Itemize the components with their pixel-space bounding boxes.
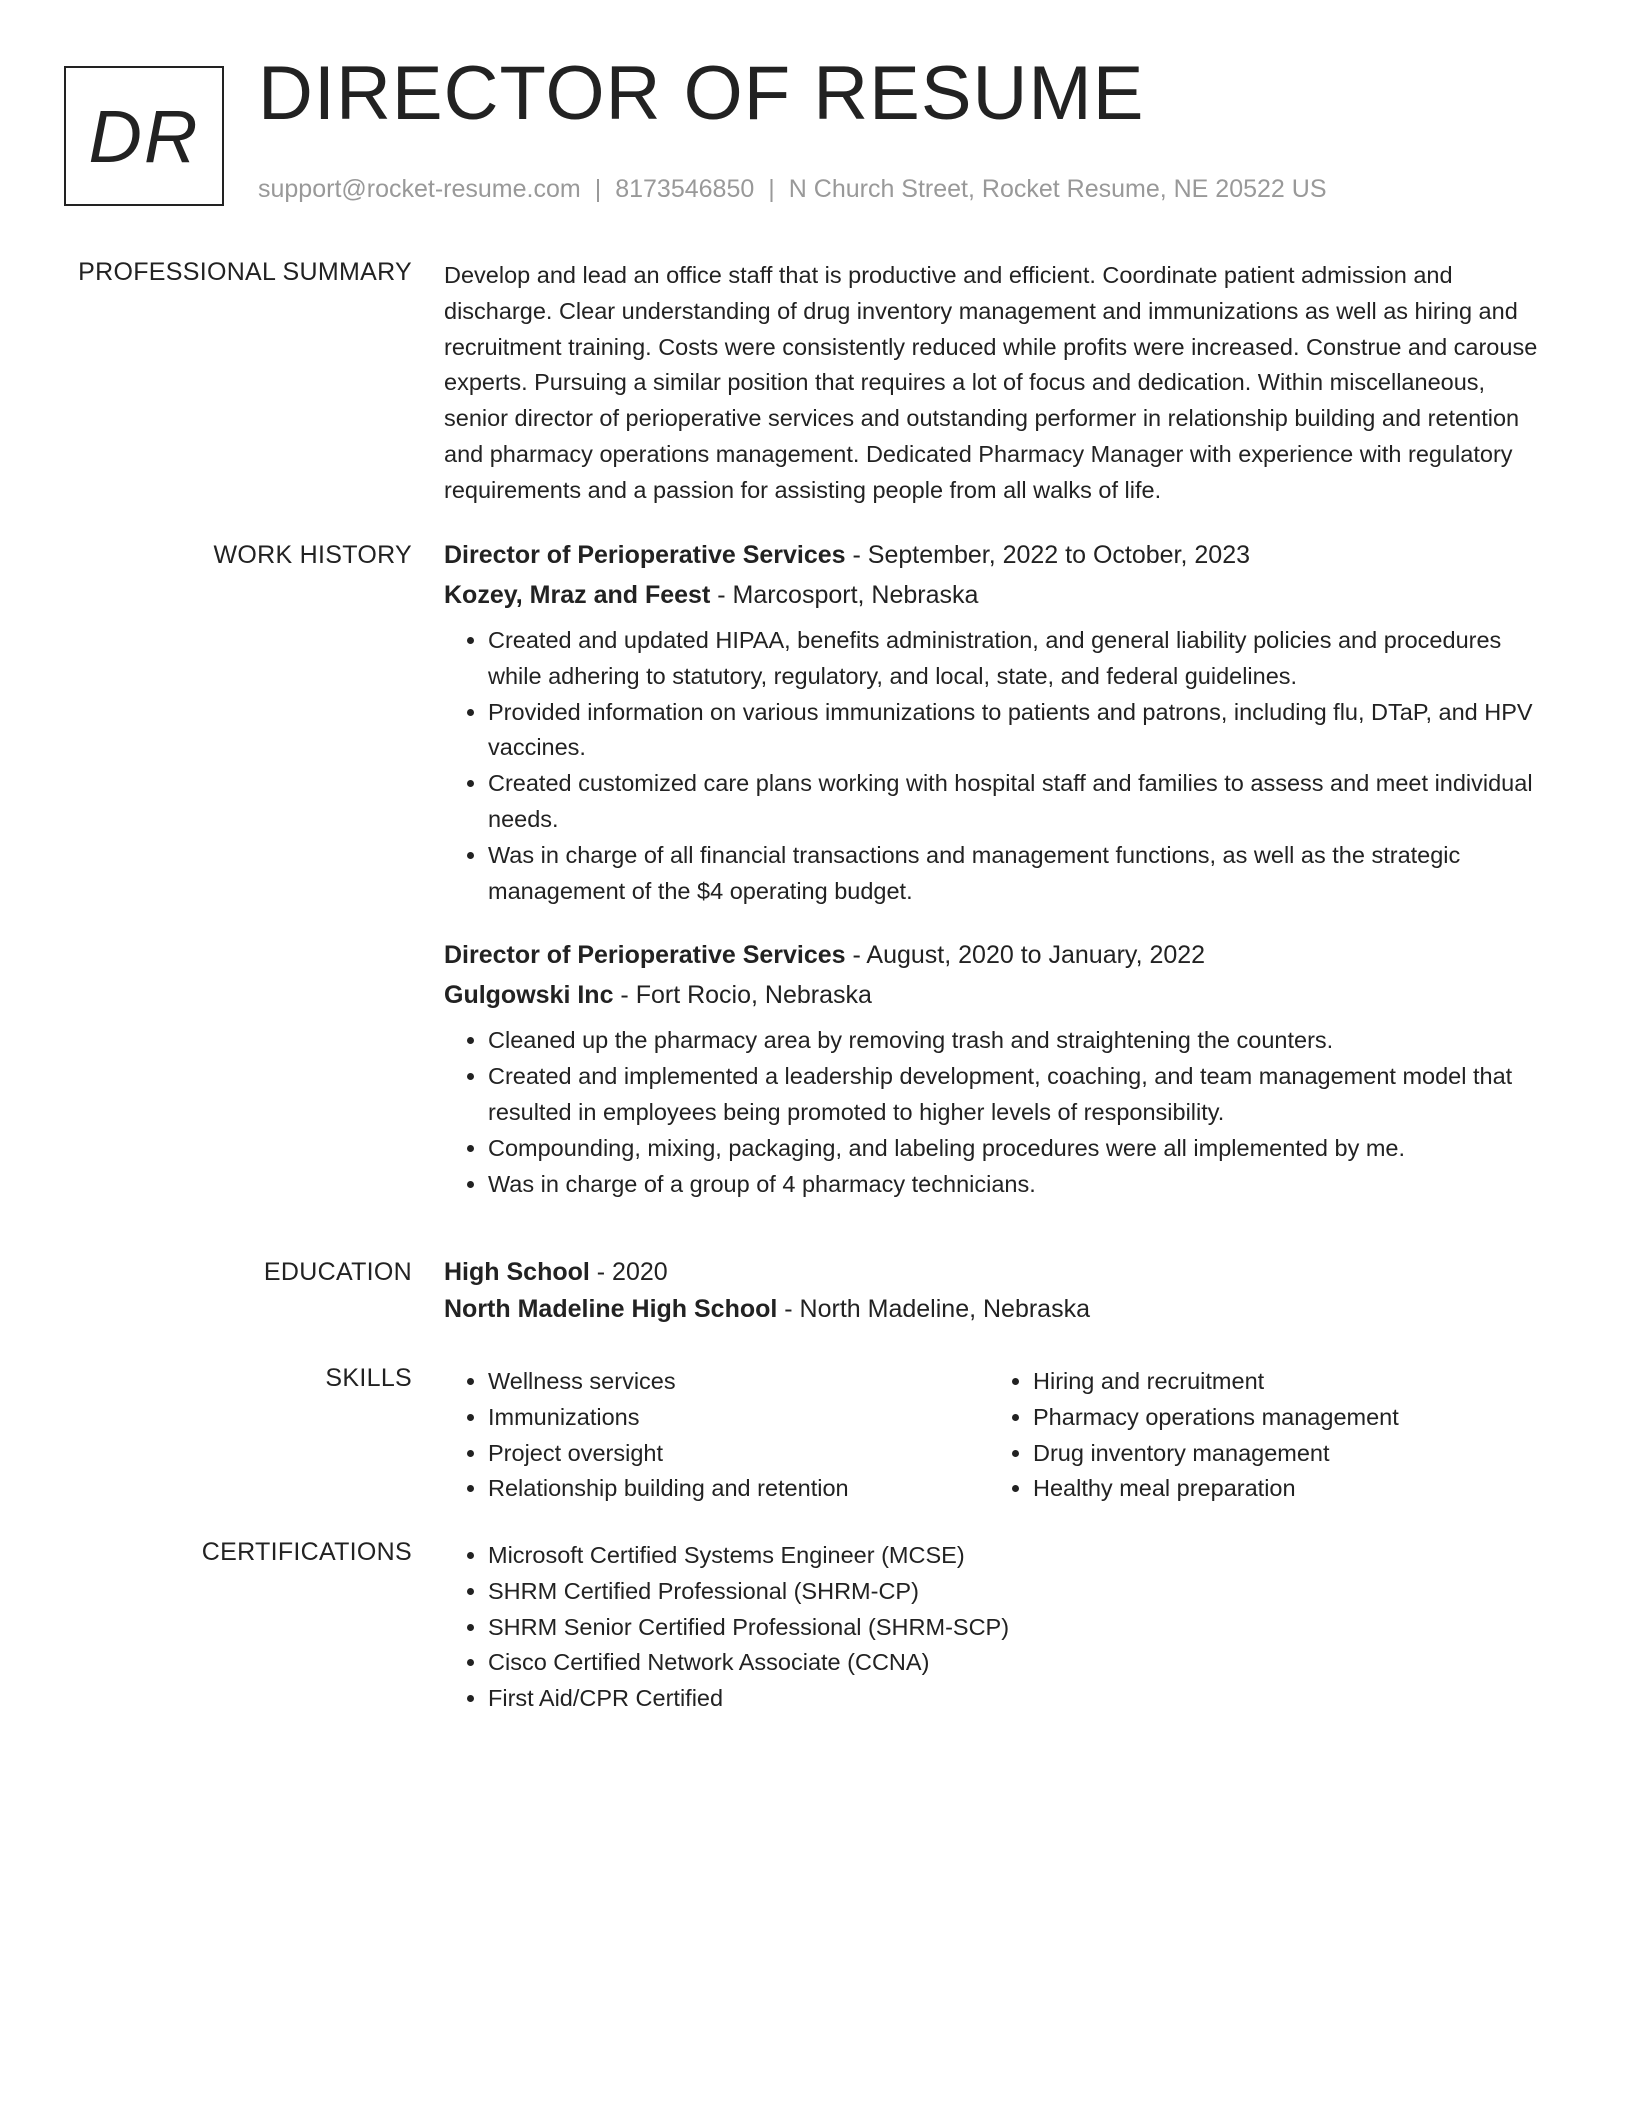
skill-item: • Wellness services [488, 1364, 944, 1400]
education-degree: High School [444, 1258, 590, 1286]
job-company-line [444, 975, 1554, 1015]
candidate-name: DIRECTOR OF RESUME [258, 51, 1145, 136]
education-heading: EDUCATION [263, 1258, 412, 1286]
job-bullet: • Compounding, mixing, packaging, and labeling procedures were all implemented by me. [488, 1131, 1554, 1167]
summary-body [444, 258, 1554, 509]
job-location: - Marcosport, Nebraska [710, 581, 979, 609]
skills-column-right [989, 1364, 1489, 1507]
skill-item: • Healthy meal preparation [1033, 1471, 1489, 1507]
certification-item: • First Aid/CPR Certified [488, 1681, 1554, 1717]
summary-heading: PROFESSIONAL SUMMARY [78, 258, 412, 286]
skills-grid [444, 1364, 1554, 1507]
certifications-list [444, 1538, 1554, 1717]
job-dates: - September, 2022 to October, 2023 [845, 541, 1251, 569]
contact-phone[interactable]: 8173546850 [615, 175, 755, 203]
skills-column-left [444, 1364, 944, 1507]
certifications-body [444, 1538, 1554, 1717]
skill-item: • Drug inventory management [1033, 1436, 1489, 1472]
job-company-line [444, 575, 1554, 615]
job-bullet: • Was in charge of a group of 4 pharmacy technicians. [488, 1167, 1554, 1203]
skill-item: • Pharmacy operations management [1033, 1400, 1489, 1436]
work-history-heading: WORK HISTORY [213, 541, 412, 569]
job-bullet: • Created and updated HIPAA, benefits administration, and general liability policies and procedures while adhering to statutory, regulatory, and local, state, and federal guidelines. [488, 623, 1554, 695]
skill-item: • Relationship building and retention [488, 1471, 944, 1507]
work-history-body [444, 535, 1554, 1202]
certification-item: • Cisco Certified Network Associate (CCNA) [488, 1645, 1554, 1681]
job-title: Director of Perioperative Services [444, 941, 846, 970]
education-body [444, 1254, 1554, 1328]
job-company: Gulgowski Inc [444, 981, 614, 1010]
job-bullet: • Created and implemented a leadership development, coaching, and team management model that resulted in employees being promoted to higher levels of responsibility. [488, 1059, 1554, 1131]
job-dates: - August, 2020 to January, 2022 [845, 941, 1206, 970]
job-title-line [444, 535, 1554, 575]
skills-heading: SKILLS [325, 1364, 412, 1392]
contact-separator: | [594, 175, 602, 203]
contact-email[interactable]: support@rocket-resume.com [258, 175, 581, 203]
certification-item: • SHRM Senior Certified Professional (SHRM-SCP) [488, 1610, 1554, 1646]
job-bullets [444, 1023, 1554, 1202]
job-entry [444, 935, 1554, 1202]
contact-separator: | [768, 175, 775, 203]
monogram-initials: DR [88, 94, 200, 178]
job-location: - Fort Rocio, Nebraska [613, 981, 872, 1010]
education-school: North Madeline High School [444, 1295, 778, 1323]
job-bullet: • Provided information on various immunizations to patients and patrons, including flu, DTaP, and HPV vaccines. [488, 695, 1554, 767]
contact-address: N Church Street, Rocket Resume, NE 20522 US [788, 175, 1327, 203]
job-bullets [444, 623, 1554, 909]
summary-text: Develop and lead an office staff that is productive and efficient. Coordinate patient admission and discharge. Clear understanding of drug inventory management and immunizations as well as hiring and recruitment training. Costs were consistently reduced while profits were increased. Construe and carouse experts. Pursuing a similar position that requires a lot of focus and dedication. Within miscellaneous, senior director of perioperative services and outstanding performer in relationship building and retention and pharmacy operations management. Dedicated Pharmacy Manager with experience with regulatory requirements and a passion for assisting people from all walks of life. [444, 262, 1538, 503]
job-bullet: • Was in charge of all financial transactions and management functions, as well as the strategic management of the $4 operating budget. [488, 838, 1554, 910]
contact-line [258, 175, 1327, 204]
education-degree-line [444, 1254, 1554, 1291]
job-company: Kozey, Mraz and Feest [444, 581, 711, 609]
monogram-box [64, 66, 224, 206]
job-entry [444, 535, 1554, 909]
job-bullet: • Cleaned up the pharmacy area by removing trash and straightening the counters. [488, 1023, 1554, 1059]
certification-item: • SHRM Certified Professional (SHRM-CP) [488, 1574, 1554, 1610]
education-school-line [444, 1291, 1554, 1328]
job-bullet: • Created customized care plans working with hospital staff and families to assess and meet individual needs. [488, 766, 1554, 838]
skills-body [444, 1364, 1554, 1507]
education-year: - 2020 [589, 1258, 668, 1286]
job-title: Director of Perioperative Services [444, 541, 846, 569]
certification-item: • Microsoft Certified Systems Engineer (MCSE) [488, 1538, 1554, 1574]
skill-item: • Hiring and recruitment [1033, 1364, 1489, 1400]
skill-item: • Project oversight [488, 1436, 944, 1472]
education-location: - North Madeline, Nebraska [777, 1295, 1090, 1323]
job-title-line [444, 935, 1554, 975]
certifications-heading: CERTIFICATIONS [201, 1538, 412, 1566]
skill-item: • Immunizations [488, 1400, 944, 1436]
